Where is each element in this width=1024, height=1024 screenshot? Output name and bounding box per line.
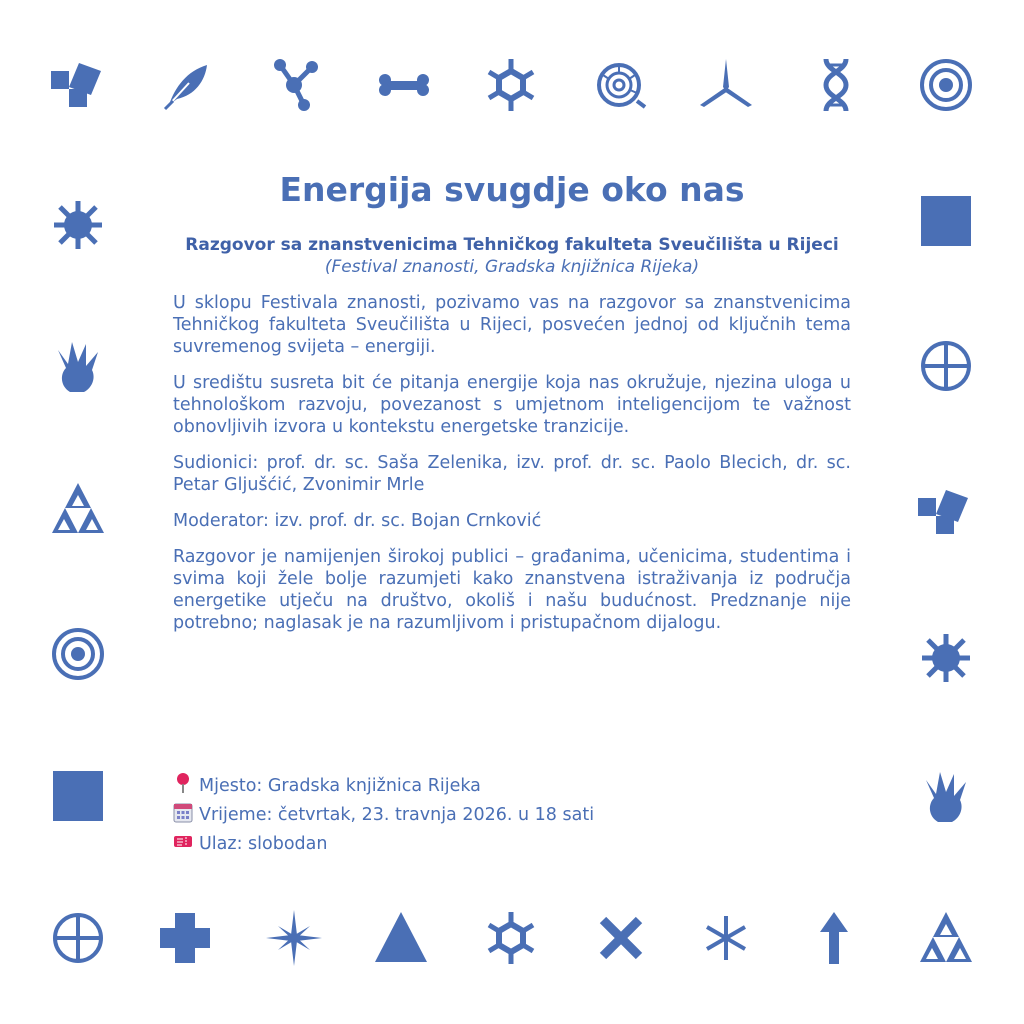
feather-icon [159,57,215,113]
dino-foot-icon [50,340,106,396]
square-icon [50,768,106,824]
info-time-text: Vrijeme: četvrtak, 23. travnja 2026. u 18 sati [199,805,595,825]
info-location-text: Mjesto: Gradska knjižnica Rijeka [199,776,481,796]
plus-icon [157,910,213,966]
event-info [173,772,594,859]
target-icon [918,57,974,113]
event-content [173,170,851,648]
triforce-icon [50,481,106,537]
turtle-icon [918,630,974,686]
circle-cross-icon [50,910,106,966]
info-entry-text: Ulaz: slobodan [199,834,328,854]
triforce-icon [918,910,974,966]
paragraph-audience: Razgovor je namijenjen širokoj publici – građanima, učenicima, studentima i svima koji žele bolje razumjeti kako znanstvena istraživanja iz područja energetike utječu na društvo, okoliš i našu budućnost. Predznanje nije potrebno; naglasak je na razumljivom i pristupačnom dijalogu. [173,547,851,633]
square-icon [918,193,974,249]
triangle-icon [373,910,429,966]
paragraph-participants: Sudionici: prof. dr. sc. Saša Zelenika, izv. prof. dr. sc. Paolo Blecich, dr. sc. Petar Gljušćić, Zvonimir Mrle [173,453,851,495]
pythagoras-icon [51,57,107,113]
arrow-up-icon [806,910,862,966]
paragraph-topics: U središtu susreta bit će pitanja energije koja nas okružuje, njezina uloga u tehnološkom razvoju, povezanost s umjetnom inteligencijom te važnost obnovljivih izvora u kontekstu energetske tranzicije. [173,373,851,437]
calendar-icon [173,801,199,830]
ammonite-icon [593,57,649,113]
molecule-icon [268,57,324,113]
pushpin-icon [173,772,199,801]
turtle-icon [50,197,106,253]
circle-cross-icon [918,338,974,394]
x-icon [593,910,649,966]
info-time [173,801,594,830]
tripod-icon [698,57,754,113]
event-title: Energija svugdje oko nas [279,170,745,209]
event-subtitle: Razgovor sa znanstvenicima Tehničkog fakulteta Sveučilišta u Rijeci [185,235,839,255]
star-burst-icon [266,910,322,966]
info-entry [173,830,594,859]
paragraph-intro: U sklopu Festivala znanosti, pozivamo vas na razgovor sa znanstvenicima Tehničkog fakulteta Sveučilišta u Rijeci, posvećen jednoj od ključnih tema suvremenog svijeta – energiji. [173,293,851,357]
pythagoras-icon [918,484,974,540]
bone-icon [376,57,432,113]
hexagon-star-icon [483,57,539,113]
asterisk-icon [698,910,754,966]
dna-icon [808,57,864,113]
target-icon [50,626,106,682]
event-subnote: (Festival znanosti, Gradska knjižnica Rijeka) [324,257,700,277]
paragraph-moderator: Moderator: izv. prof. dr. sc. Bojan Crnković [173,511,542,531]
hexagon-star-icon [483,910,539,966]
info-location [173,772,594,801]
dino-foot-icon [918,770,974,826]
ticket-icon [173,830,199,859]
